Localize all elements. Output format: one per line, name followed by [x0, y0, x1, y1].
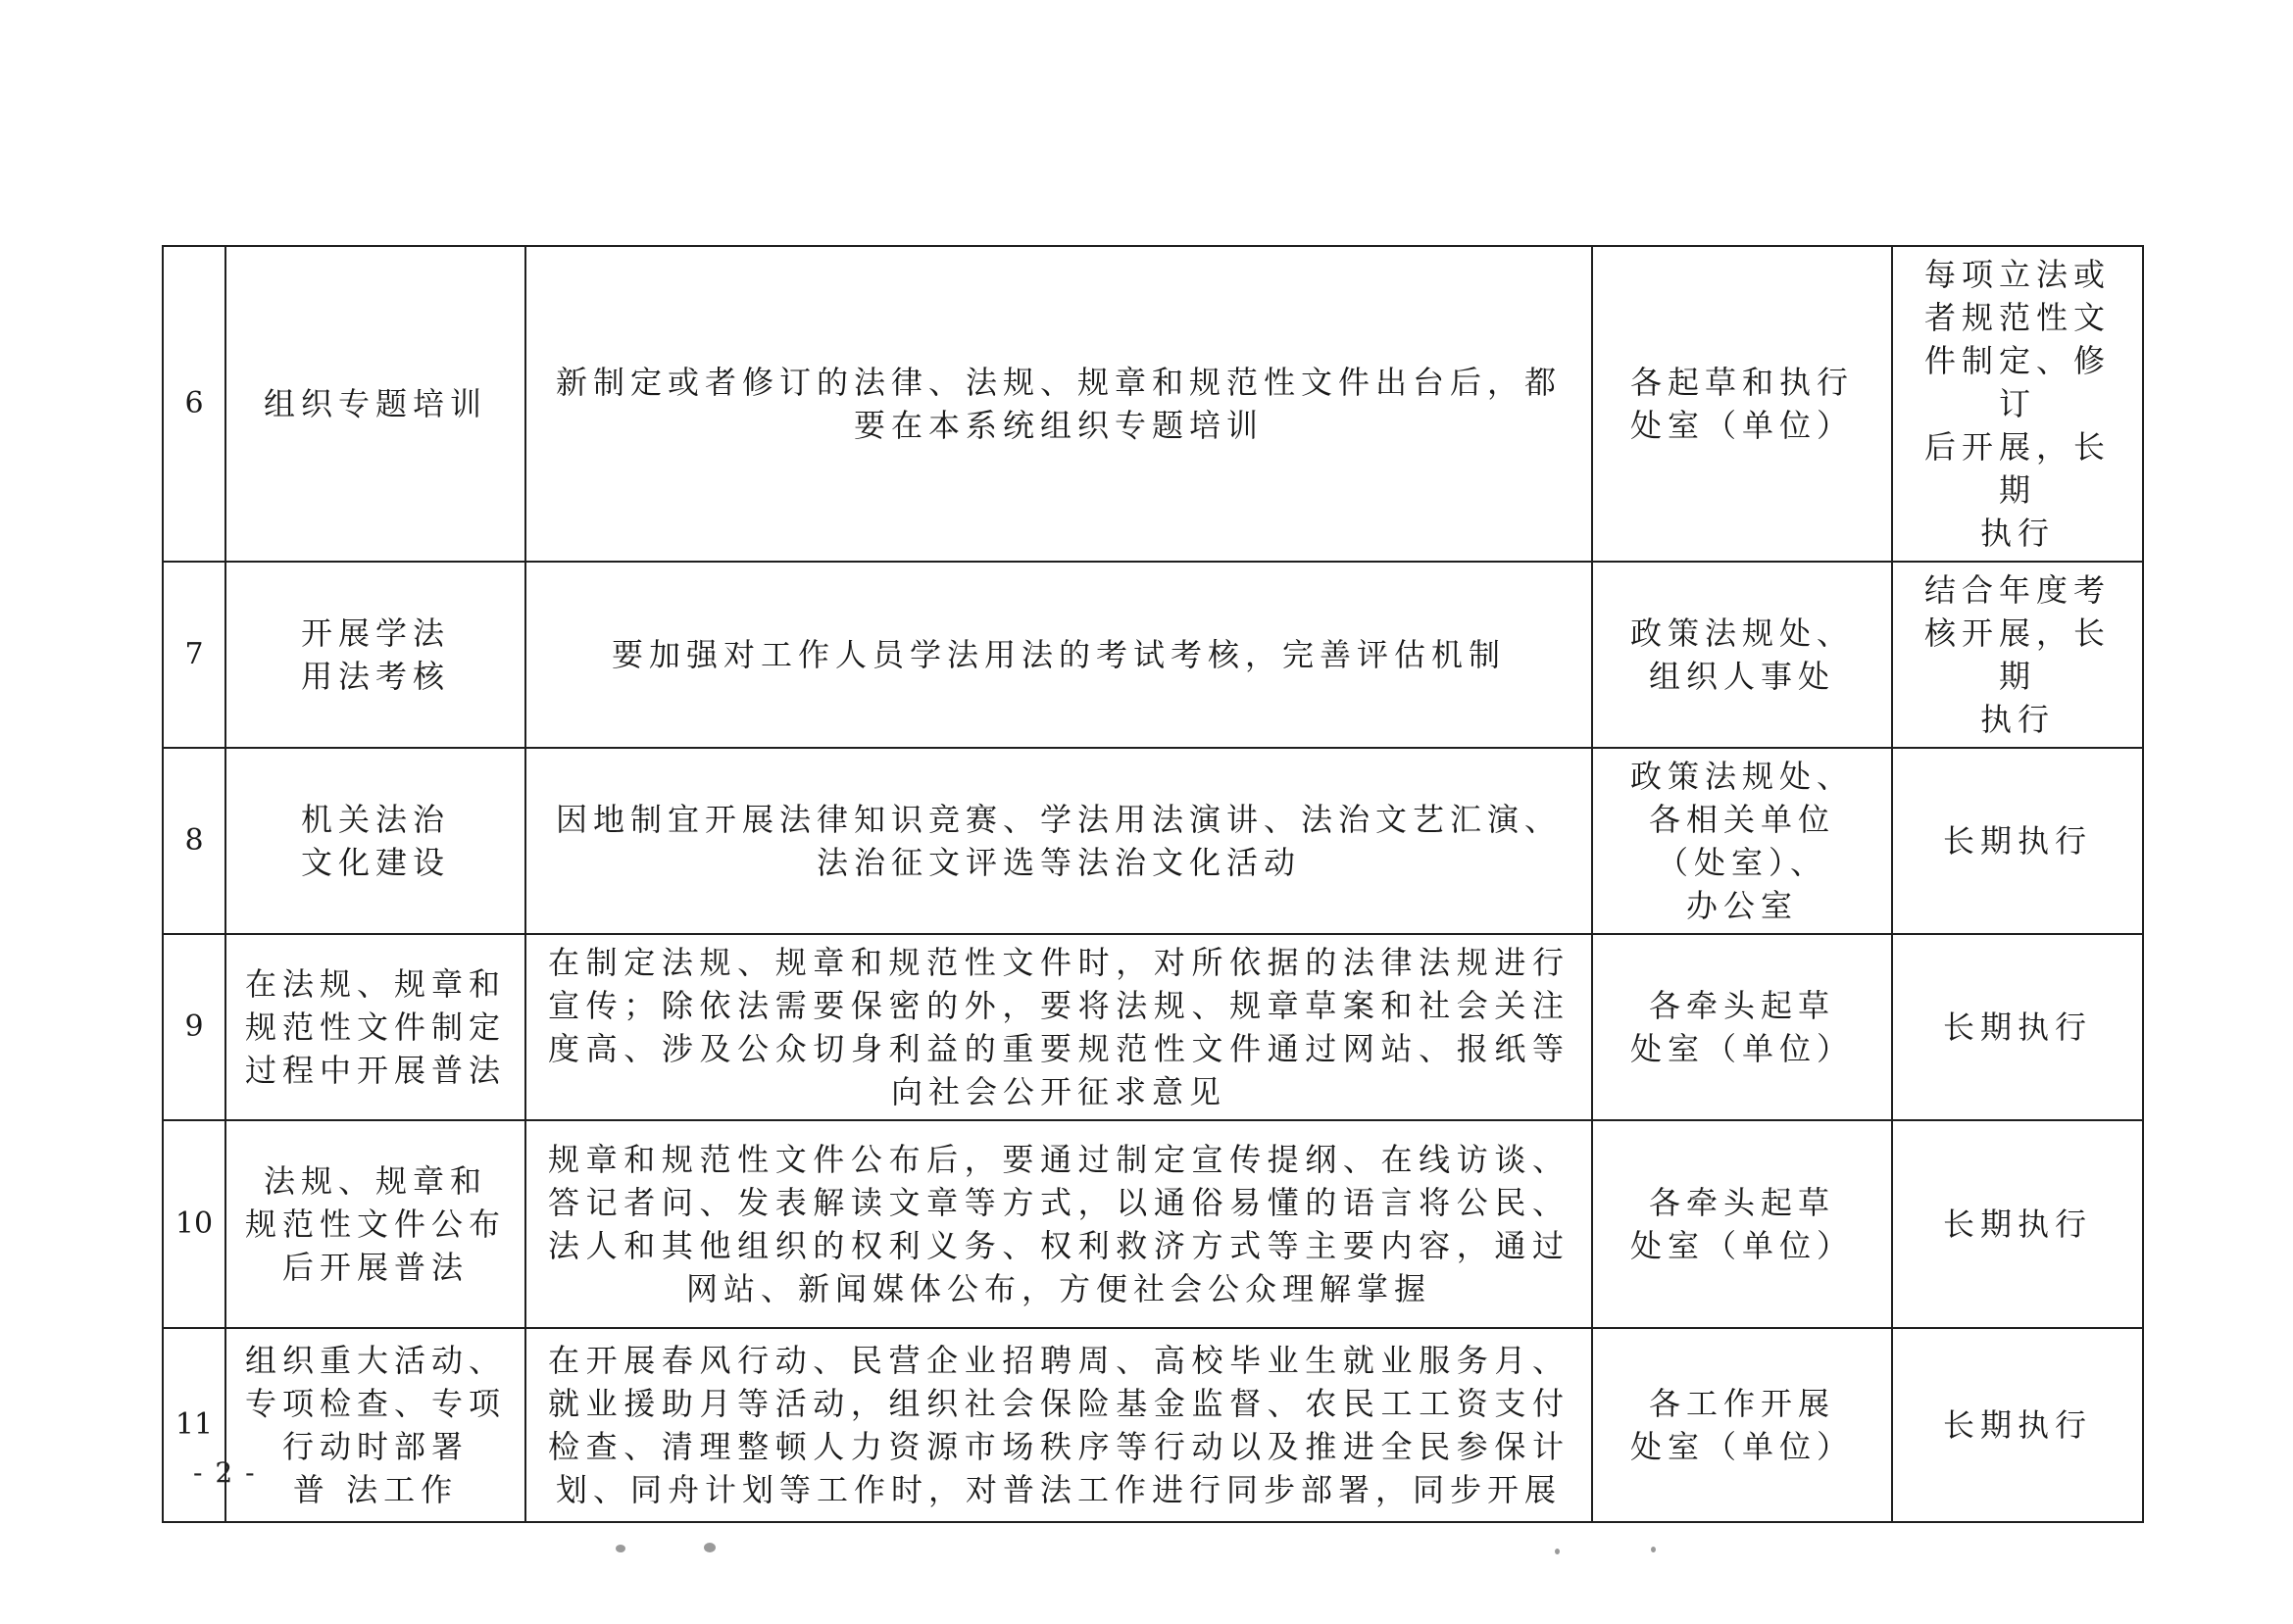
- responsible-unit: 各牵头起草 处室（单位）: [1629, 987, 1854, 1067]
- time-requirement-cell: [1892, 562, 2143, 748]
- task-name-cell: [225, 1120, 525, 1328]
- plan-table-body: [163, 246, 2143, 1522]
- table-row: [163, 934, 2143, 1120]
- row-number: 9: [163, 934, 225, 1120]
- task-content: 规章和规范性文件公布后，要通过制定宣传提纲、在线访谈、答记者问、发表解读文章等方式，以通俗易懂的语言将公民、法人和其他组织的权利义务、权利救济方式等主要内容，通过网站、新闻媒体公布，方便社会公众理解掌握: [548, 1141, 1570, 1307]
- task-name-cell: [225, 934, 525, 1120]
- scan-speck: [1651, 1547, 1656, 1552]
- scan-speck: [616, 1545, 625, 1552]
- task-name: 组织重大活动、 专项检查、专项 行动时部署 普 法工作: [244, 1342, 506, 1508]
- time-requirement-cell: [1892, 748, 2143, 934]
- task-name-cell: [225, 246, 525, 562]
- scan-speck: [704, 1543, 716, 1552]
- scan-speck: [1555, 1549, 1560, 1554]
- task-content: 新制定或者修订的法律、法规、规章和规范性文件出台后，都 要在本系统组织专题培训: [555, 364, 1562, 444]
- responsible-unit: 政策法规处、 组织人事处: [1629, 615, 1854, 695]
- responsible-unit-cell: [1592, 246, 1892, 562]
- task-name: 在法规、规章和 规范性文件制定 过程中开展普法: [244, 965, 506, 1089]
- row-number: 11: [163, 1328, 225, 1522]
- row-number: 8: [163, 748, 225, 934]
- responsible-unit: 各工作开展 处室（单位）: [1629, 1385, 1854, 1465]
- time-requirement: 长期执行: [1942, 1406, 2092, 1444]
- responsible-unit-cell: [1592, 1120, 1892, 1328]
- task-content-cell: [525, 934, 1592, 1120]
- table-row: [163, 246, 2143, 562]
- task-content-cell: [525, 246, 1592, 562]
- time-requirement: 长期执行: [1942, 1009, 2092, 1046]
- table-row: [163, 1120, 2143, 1328]
- responsible-unit: 各起草和执行 处室（单位）: [1629, 364, 1854, 444]
- time-requirement: 长期执行: [1942, 1206, 2092, 1243]
- row-number: 10: [163, 1120, 225, 1328]
- row-number: 6: [163, 246, 225, 562]
- time-requirement: 每项立法或 者规范性文 件制定、修订 后开展，长期 执行: [1923, 256, 2111, 552]
- task-name: 开展学法 用法考核: [300, 615, 450, 695]
- table-row: [163, 562, 2143, 748]
- responsible-unit: 政策法规处、 各相关单位 （处室）、 办公室: [1629, 758, 1854, 924]
- responsible-unit-cell: [1592, 562, 1892, 748]
- responsible-unit-cell: [1592, 748, 1892, 934]
- task-content: 在开展春风行动、民营企业招聘周、高校毕业生就业服务月、就业援助月等活动，组织社会保险基金监督、农民工工资支付检查、清理整顿人力资源市场秩序等行动以及推进全民参保计划、同舟计划等工作时，对普法工作进行同步部署，同步开展: [548, 1342, 1570, 1508]
- task-name-cell: [225, 1328, 525, 1522]
- task-name-cell: [225, 748, 525, 934]
- plan-table: [162, 245, 2144, 1523]
- task-name: 机关法治 文化建设: [300, 801, 450, 881]
- time-requirement-cell: [1892, 246, 2143, 562]
- time-requirement: 长期执行: [1942, 822, 2092, 860]
- task-content-cell: [525, 748, 1592, 934]
- responsible-unit: 各牵头起草 处室（单位）: [1629, 1184, 1854, 1264]
- task-name: 组织专题培训: [263, 385, 487, 422]
- page-number: - 2 -: [193, 1456, 257, 1489]
- task-content: 要加强对工作人员学法用法的考试考核，完善评估机制: [611, 636, 1506, 673]
- row-number: 7: [163, 562, 225, 748]
- responsible-unit-cell: [1592, 934, 1892, 1120]
- table-row: [163, 1328, 2143, 1522]
- table-row: [163, 748, 2143, 934]
- task-content: 因地制宜开展法律知识竞赛、学法用法演讲、法治文艺汇演、 法治征文评选等法治文化活动: [555, 801, 1562, 881]
- task-content-cell: [525, 1328, 1592, 1522]
- time-requirement-cell: [1892, 1120, 2143, 1328]
- time-requirement: 结合年度考 核开展，长期 执行: [1923, 571, 2111, 738]
- task-content-cell: [525, 1120, 1592, 1328]
- task-name: 法规、规章和 规范性文件公布 后开展普法: [244, 1162, 506, 1286]
- time-requirement-cell: [1892, 1328, 2143, 1522]
- task-content-cell: [525, 562, 1592, 748]
- task-name-cell: [225, 562, 525, 748]
- responsible-unit-cell: [1592, 1328, 1892, 1522]
- task-content: 在制定法规、规章和规范性文件时，对所依据的法律法规进行宣传；除依法需要保密的外，要将法规、规章草案和社会关注度高、涉及公众切身利益的重要规范性文件通过网站、报纸等向社会公开征求意见: [548, 944, 1570, 1110]
- time-requirement-cell: [1892, 934, 2143, 1120]
